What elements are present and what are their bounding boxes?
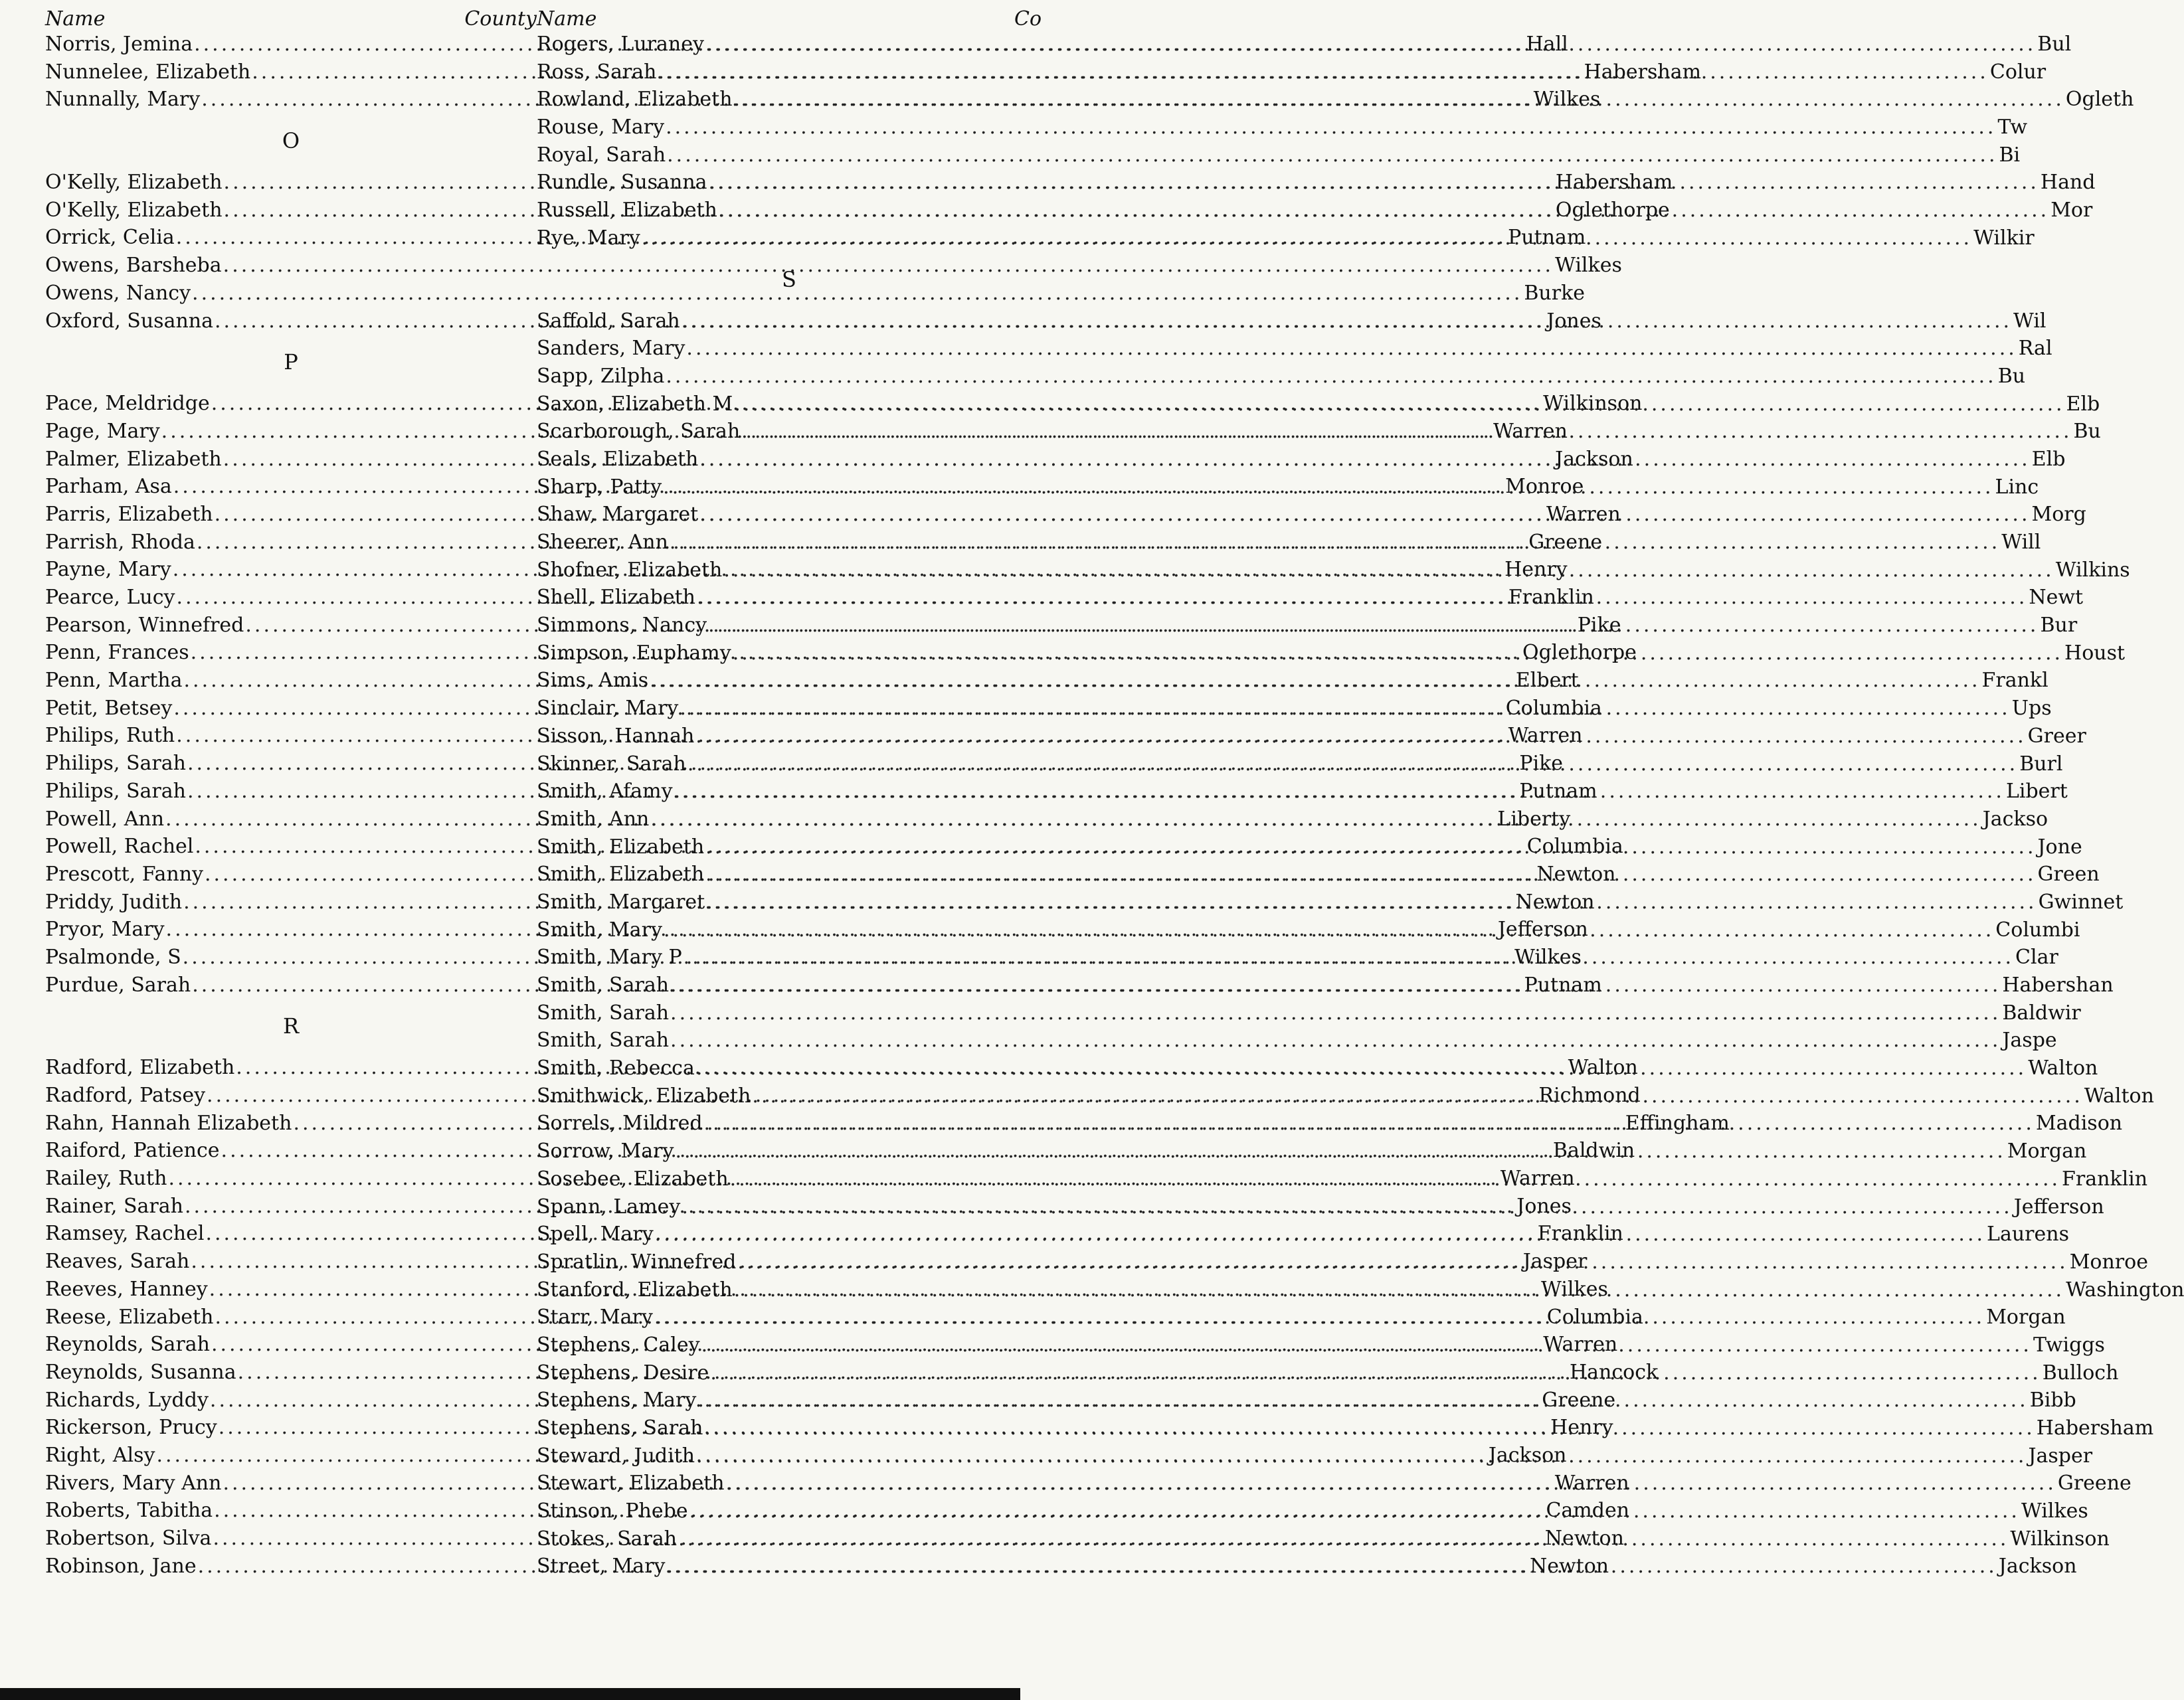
- entry-county: Habershan: [2002, 974, 2114, 997]
- dot-leader: [689, 1497, 2020, 1525]
- entry-name: Nunnally, Mary: [45, 88, 201, 112]
- list-item: [537, 1027, 2057, 1055]
- entry-name: Simpson, Euphamy: [537, 641, 731, 665]
- entry-county: Wilkinson: [2010, 1527, 2110, 1551]
- entry-county: Baldwin: [1552, 1139, 1635, 1163]
- entry-county: Elb: [2066, 392, 2100, 416]
- entry-county: Clar: [2015, 946, 2058, 970]
- entry-county: Habersham: [2036, 1416, 2154, 1440]
- entry-name: O'Kelly, Elizabeth: [45, 198, 223, 222]
- entry-county: Frankl: [1981, 669, 2048, 693]
- entry-county: Will: [2001, 531, 2041, 554]
- entry-county: Green: [2037, 863, 2100, 887]
- entry-name: Sanders, Mary: [537, 337, 685, 361]
- entry-name: Ross, Sarah: [537, 60, 657, 84]
- entry-name: Reynolds, Susanna: [45, 1360, 236, 1384]
- dot-leader: [697, 584, 2027, 612]
- entry-name: Russell, Elizabeth: [537, 199, 717, 222]
- entry-county: Morgan: [1986, 1306, 2066, 1329]
- list-item: [537, 363, 2026, 390]
- dot-leader: [670, 972, 2001, 999]
- entry-county: Jone: [2037, 835, 2082, 859]
- entry-name: Reynolds, Sarah: [45, 1333, 210, 1357]
- entry-county: Monroe: [2069, 1250, 2148, 1274]
- entry-county: Newton: [1515, 890, 1595, 914]
- name-header: Name: [537, 7, 597, 31]
- entry-county: Warren: [1493, 419, 1568, 443]
- entry-name: Raiford, Patience: [45, 1139, 220, 1163]
- county-header: County: [464, 7, 537, 31]
- entry-name: Penn, Frances: [45, 641, 189, 665]
- dot-leader: [734, 1276, 2064, 1304]
- entry-county: Jaspe: [2002, 1029, 2057, 1053]
- entry-county: Burl: [2019, 752, 2063, 776]
- entry-county: Franklin: [1537, 1222, 1623, 1246]
- dot-leader: [699, 446, 2030, 473]
- entry-county: Laurens: [1987, 1223, 2069, 1246]
- entry-county: Wilkes: [1533, 88, 1601, 112]
- dot-leader: [678, 1525, 2009, 1553]
- list-item: [537, 1055, 2098, 1082]
- entry-county: Columbia: [1546, 1305, 1643, 1329]
- entry-county: Bi: [1999, 143, 2021, 167]
- entry-name: Stephens, Sarah: [537, 1416, 703, 1440]
- entry-county: Hall: [1526, 33, 1568, 56]
- entry-name: Robertson, Silva: [45, 1527, 212, 1550]
- entry-name: Palmer, Elizabeth: [45, 447, 222, 471]
- entry-county: Jones: [1546, 309, 1601, 333]
- entry-county: Baldwir: [2002, 1001, 2081, 1025]
- entry-name: Prescott, Fanny: [45, 862, 203, 886]
- letter-heading-s: S: [782, 266, 796, 292]
- dot-leader: [670, 999, 2001, 1027]
- entry-county: Twiggs: [2033, 1333, 2105, 1357]
- column-header: [45, 0, 537, 31]
- entry-name: Stewart, Elizabeth: [537, 1472, 725, 1495]
- entry-name: Smith, Sarah: [537, 1001, 670, 1025]
- entry-name: Priddy, Judith: [45, 890, 183, 914]
- entry-name: Owens, Barsheba: [45, 254, 222, 278]
- column-header: [537, 0, 1042, 31]
- entry-name: Sinclair, Mary: [537, 697, 679, 721]
- entry-name: Richards, Lyddy: [45, 1388, 209, 1412]
- entry-name: Spratlin, Winnefred: [537, 1250, 737, 1274]
- dot-leader: [705, 31, 2036, 58]
- entry-name: Stephens, Mary: [537, 1389, 697, 1412]
- dot-leader: [696, 1442, 2027, 1470]
- list-item: [537, 999, 2081, 1027]
- entry-name: Stephens, Desire: [537, 1361, 709, 1385]
- entry-county: Hancock: [1569, 1360, 1659, 1384]
- entry-name: Nunnelee, Elizabeth: [45, 60, 251, 84]
- entry-county: Jackso: [1982, 807, 2048, 831]
- entry-name: Rahn, Hannah Elizabeth: [45, 1111, 292, 1135]
- entry-county: Libert: [2005, 780, 2068, 804]
- entry-name: Stephens, Caley: [537, 1333, 700, 1357]
- dot-leader: [686, 335, 2017, 363]
- entry-name: Sharp, Patty: [537, 475, 662, 499]
- entry-county: Putnam: [1508, 226, 1586, 250]
- entry-county: Washington: [2066, 1278, 2184, 1302]
- entry-name: Sims, Amis: [537, 669, 649, 693]
- entry-county: Colur: [1989, 60, 2047, 84]
- entry-name: Sosebee, Elizabeth: [537, 1167, 729, 1191]
- entry-county: Burke: [1524, 281, 1586, 305]
- entry-county: Ups: [2011, 697, 2052, 721]
- entry-name: Psalmonde, S: [45, 945, 181, 969]
- dot-leader: [697, 1387, 2028, 1414]
- entry-name: Radford, Elizabeth: [45, 1056, 235, 1080]
- entry-name: Petit, Betsey: [45, 696, 173, 720]
- dot-leader: [705, 833, 2036, 861]
- dot-leader: [680, 695, 2010, 722]
- dot-leader: [642, 224, 1972, 252]
- entry-name: Sorrow, Mary: [537, 1140, 674, 1163]
- dot-leader: [674, 778, 2005, 806]
- entry-name: Rogers, Luraney: [537, 33, 704, 56]
- entry-county: Wil: [2013, 309, 2047, 333]
- list-item: [45, 280, 1586, 307]
- entry-county: Wilkes: [1541, 1277, 1608, 1301]
- entry-name: Rundle, Susanna: [537, 171, 707, 195]
- entry-county: Franklin: [1508, 586, 1594, 609]
- list-item: [537, 335, 2052, 363]
- entry-name: Sapp, Zilpha: [537, 364, 665, 388]
- entry-name: Saxon, Elizabeth M: [537, 392, 733, 416]
- dot-leader: [730, 1165, 2060, 1193]
- list-item: [537, 141, 2021, 169]
- entry-county: Monroe: [1505, 475, 1584, 499]
- entry-county: Gwinnet: [2038, 890, 2124, 914]
- entry-name: Street, Mary: [537, 1555, 666, 1578]
- entry-county: Pike: [1519, 752, 1564, 776]
- entry-name: Scarborough, Sarah: [537, 420, 741, 444]
- name-header: Name: [45, 7, 106, 31]
- entry-county: Mor: [2050, 199, 2093, 222]
- dot-leader: [687, 750, 2018, 778]
- dot-leader: [654, 1304, 1985, 1331]
- entry-name: Simmons, Nancy: [537, 614, 707, 638]
- entry-county: Warren: [1500, 1167, 1575, 1191]
- dot-leader: [696, 1055, 2027, 1082]
- entry-county: Jackson: [1488, 1443, 1567, 1467]
- dot-leader: [658, 58, 1989, 86]
- entry-county: Ogleth: [2065, 88, 2134, 112]
- entry-name: Philips, Ruth: [45, 724, 175, 748]
- entry-county: Ral: [2018, 337, 2052, 361]
- entry-name: Smithwick, Elizabeth: [537, 1084, 751, 1108]
- dot-leader: [667, 141, 1997, 169]
- entry-county: Liberty: [1497, 807, 1571, 831]
- entry-county: Morgan: [2007, 1140, 2087, 1163]
- entry-name: Spann, Lamey: [537, 1195, 681, 1219]
- entry-name: Sisson, Hannah: [537, 724, 695, 748]
- entry-name: Parrish, Rhoda: [45, 530, 195, 554]
- entry-county: Jefferson: [2013, 1195, 2104, 1219]
- entry-county: Newton: [1529, 1554, 1609, 1578]
- entry-name: Smith, Elizabeth: [537, 863, 705, 887]
- entry-name: Oxford, Susanna: [45, 309, 213, 333]
- entry-county: Greer: [2027, 724, 2086, 748]
- entry-name: Reaves, Sarah: [45, 1250, 190, 1274]
- entry-county: Tw: [1997, 116, 2028, 139]
- entry-county: Newton: [1544, 1527, 1624, 1550]
- entry-county: Jackson: [1998, 1555, 2077, 1578]
- dot-leader: [655, 1221, 1985, 1248]
- entry-name: Smith, Afamy: [537, 780, 673, 804]
- entry-county: Hand: [2040, 171, 2096, 195]
- entry-county: Houst: [2064, 641, 2126, 665]
- entry-name: Roberts, Tabitha: [45, 1499, 213, 1523]
- entry-county: Jones: [1516, 1194, 1572, 1218]
- entry-name: O'Kelly, Elizabeth: [45, 171, 223, 195]
- entry-name: Saffold, Sarah: [537, 309, 680, 333]
- entry-name: Rowland, Elizabeth: [537, 88, 733, 112]
- entry-county: Wilkins: [2055, 558, 2130, 582]
- entry-name: Smith, Margaret: [537, 890, 705, 914]
- entry-name: Shofner, Elizabeth: [537, 558, 723, 582]
- entry-name: Shaw, Margaret: [537, 503, 699, 527]
- entry-county: Linc: [1995, 475, 2039, 499]
- entry-name: Smith, Rebecca: [537, 1057, 695, 1080]
- dot-leader: [719, 197, 2049, 224]
- entry-county: Camden: [1546, 1499, 1630, 1523]
- entry-name: Page, Mary: [45, 419, 160, 443]
- dot-leader: [723, 556, 2054, 584]
- dot-leader: [670, 1027, 2001, 1055]
- dot-leader: [706, 889, 2037, 916]
- entry-name: Rouse, Mary: [537, 116, 665, 139]
- entry-county: Warren: [1554, 1471, 1629, 1495]
- entry-name: Sorrels, Mildred: [537, 1112, 703, 1136]
- dot-leader: [699, 501, 2030, 529]
- entry-county: Wilkes: [1555, 254, 1622, 278]
- entry-county: Greene: [1542, 1388, 1616, 1412]
- entry-name: Smith, Mary P: [537, 946, 682, 970]
- entry-name: Skinner, Sarah: [537, 752, 686, 776]
- entry-county: Walton: [1568, 1056, 1638, 1080]
- entry-name: Pearce, Lucy: [45, 586, 175, 609]
- letter-heading-o: O: [282, 128, 300, 154]
- entry-name: Reeves, Hanney: [45, 1277, 208, 1301]
- dot-leader: [708, 612, 2039, 639]
- entry-county: Oglethorpe: [1522, 641, 1637, 665]
- entry-name: Pace, Meldridge: [45, 392, 210, 416]
- dot-leader: [710, 1359, 2041, 1387]
- dot-leader: [666, 114, 1996, 141]
- entry-county: Bibb: [2029, 1389, 2076, 1412]
- entry-county: Jefferson: [1497, 918, 1588, 942]
- entry-county: Franklin: [2062, 1167, 2148, 1191]
- entry-county: Putnam: [1524, 973, 1602, 997]
- entry-name: Pearson, Winnefred: [45, 613, 244, 637]
- entry-name: Penn, Martha: [45, 669, 183, 693]
- dot-leader: [683, 944, 2014, 972]
- entry-county: Pike: [1577, 613, 1621, 637]
- dot-leader: [666, 363, 1996, 390]
- entry-county: Greene: [1528, 530, 1603, 554]
- dot-leader: [701, 1331, 2032, 1359]
- entry-county: Columbia: [1505, 696, 1602, 720]
- entry-name: Royal, Sarah: [537, 143, 666, 167]
- entry-county: Wilkir: [1973, 226, 2035, 250]
- entry-county: Habersham: [1584, 60, 1702, 84]
- entry-county: Elb: [2031, 447, 2066, 471]
- entry-county: Walton: [2028, 1057, 2098, 1080]
- entry-county: Warren: [1543, 1333, 1618, 1357]
- dot-leader: [704, 1414, 2035, 1442]
- dot-leader: [726, 1470, 2056, 1497]
- dot-leader: [650, 667, 1980, 695]
- entry-name: Seals, Elizabeth: [537, 447, 699, 471]
- entry-county: Putnam: [1519, 779, 1597, 803]
- entry-name: Shell, Elizabeth: [537, 586, 696, 610]
- entry-county: Walton: [2084, 1084, 2154, 1108]
- entry-name: Sheerer, Ann: [537, 531, 668, 554]
- entry-county: Bul: [2037, 33, 2072, 56]
- entry-county: Bur: [2040, 614, 2078, 638]
- entry-county: Morg: [2031, 503, 2086, 527]
- dot-leader: [734, 390, 2064, 418]
- entry-name: Radford, Patsey: [45, 1084, 206, 1107]
- entry-county: Wilkes: [2021, 1499, 2088, 1523]
- entry-name: Stanford, Elizabeth: [537, 1278, 733, 1302]
- entry-name: Smith, Elizabeth: [537, 835, 705, 859]
- entry-name: Norris, Jemina: [45, 33, 193, 56]
- entry-name: Powell, Rachel: [45, 835, 194, 859]
- dot-leader: [664, 916, 1994, 944]
- entry-name: Purdue, Sarah: [45, 973, 191, 997]
- dot-leader: [695, 722, 2026, 750]
- entry-county: Bu: [1997, 364, 2026, 388]
- entry-county: Greene: [2057, 1472, 2132, 1495]
- entry-name: Smith, Sarah: [537, 1029, 670, 1053]
- entry-name: Spell, Mary: [537, 1223, 654, 1246]
- entry-name: Owens, Nancy: [45, 281, 191, 305]
- dot-leader: [650, 806, 1981, 833]
- dot-leader: [675, 1138, 2005, 1165]
- entry-name: Smith, Ann: [537, 807, 650, 831]
- entry-county: Warren: [1508, 724, 1583, 748]
- entry-county: Jasper: [2028, 1444, 2093, 1468]
- entry-county: Jasper: [1522, 1250, 1588, 1274]
- entry-name: Smith, Mary: [537, 918, 662, 942]
- entry-county: Columbia: [1526, 835, 1623, 859]
- entry-county: Elbert: [1515, 669, 1579, 693]
- dot-leader: [733, 639, 2063, 667]
- dot-leader: [709, 169, 2039, 197]
- entry-county: Bu: [2073, 420, 2101, 444]
- dot-leader: [734, 86, 2064, 114]
- dot-leader: [752, 1082, 2082, 1110]
- entry-name: Powell, Ann: [45, 807, 165, 831]
- entry-name: Steward, Judith: [537, 1444, 695, 1468]
- page-bottom-edge: [0, 1688, 1020, 1700]
- entry-name: Starr, Mary: [537, 1306, 653, 1329]
- entry-county: Jackson: [1555, 447, 1633, 471]
- letter-heading-r: R: [282, 1013, 300, 1039]
- entry-name: Philips, Sarah: [45, 779, 186, 803]
- entry-county: Warren: [1546, 502, 1621, 526]
- entry-name: Orrick, Celia: [45, 226, 175, 250]
- entry-name: Railey, Ruth: [45, 1167, 167, 1191]
- dot-leader: [741, 418, 2072, 446]
- entry-name: Parham, Asa: [45, 475, 172, 499]
- entry-name: Reese, Elizabeth: [45, 1305, 214, 1329]
- entry-name: Stokes, Sarah: [537, 1527, 678, 1551]
- entry-county: Henry: [1550, 1416, 1613, 1440]
- entry-county: Effingham: [1625, 1111, 1730, 1135]
- entry-name: Parris, Elizabeth: [45, 502, 213, 526]
- dot-leader: [670, 529, 2000, 556]
- entry-name: Ramsey, Rachel: [45, 1222, 205, 1246]
- list-item: [537, 114, 2028, 141]
- entry-name: Robinson, Jane: [45, 1554, 197, 1578]
- entry-name: Payne, Mary: [45, 558, 171, 582]
- entry-name: Rainer, Sarah: [45, 1194, 183, 1218]
- entry-county: Newton: [1536, 862, 1616, 886]
- entry-county: Wilkes: [1514, 945, 1582, 969]
- entry-county: Newt: [2029, 586, 2084, 610]
- entry-county: Bulloch: [2042, 1361, 2119, 1385]
- county-header: Co: [1014, 7, 1042, 31]
- dot-leader: [666, 1553, 1997, 1580]
- entry-name: Right, Alsy: [45, 1443, 155, 1467]
- entry-name: Smith, Sarah: [537, 974, 670, 997]
- dot-leader: [682, 307, 2012, 335]
- list-item: [45, 252, 1622, 280]
- entry-name: Stinson, Phebe: [537, 1499, 688, 1523]
- entry-county: Columbi: [1995, 918, 2080, 942]
- entry-county: Wilkinson: [1543, 392, 1643, 416]
- entry-county: Madison: [2035, 1112, 2123, 1136]
- dot-leader: [682, 1193, 2012, 1221]
- entry-name: Rivers, Mary Ann: [45, 1471, 222, 1495]
- dot-leader: [737, 1248, 2068, 1276]
- entry-county: Oglethorpe: [1555, 198, 1670, 222]
- dot-leader: [663, 473, 1993, 501]
- entry-county: Richmond: [1538, 1084, 1641, 1107]
- dot-leader: [705, 861, 2036, 889]
- entry-name: Philips, Sarah: [45, 752, 186, 776]
- entry-name: Rickerson, Prucy: [45, 1416, 217, 1440]
- entry-county: Henry: [1504, 558, 1568, 582]
- entry-name: Pryor, Mary: [45, 918, 165, 942]
- entry-county: Habersham: [1555, 171, 1673, 195]
- dot-leader: [704, 1110, 2035, 1138]
- letter-heading-p: P: [284, 349, 298, 375]
- entry-name: Rye, Mary: [537, 226, 640, 250]
